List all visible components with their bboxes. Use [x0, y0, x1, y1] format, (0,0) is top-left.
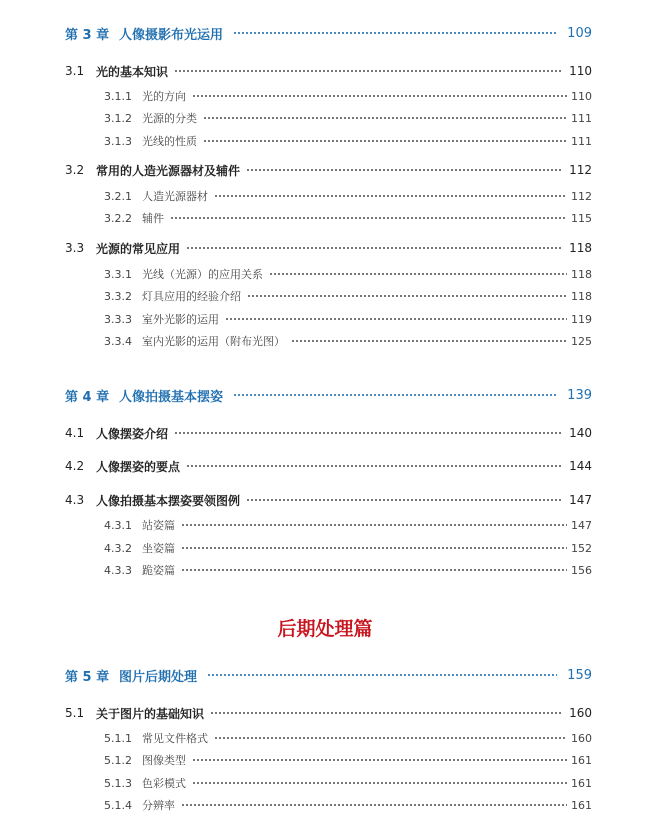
subsection-number: 3.1.3: [104, 134, 132, 148]
subsection-number: 5.1.1: [104, 731, 132, 745]
toc-section-3-2[interactable]: [65, 159, 592, 181]
subsection-number: 3.1.1: [104, 89, 132, 103]
toc-section-3-3[interactable]: [65, 237, 592, 259]
toc-subsection-3-1-1[interactable]: [104, 85, 592, 107]
dot-leader: [247, 295, 567, 297]
section-title: 光的基本知识: [96, 64, 169, 79]
section-title: 人像拍摄基本摆姿要领图例: [96, 493, 241, 508]
page-number: 159: [567, 667, 592, 683]
page-number: 110: [569, 64, 592, 78]
dot-leader: [214, 737, 567, 739]
toc-subsection-4-3-1[interactable]: [104, 514, 592, 536]
dot-leader: [203, 140, 567, 142]
part-title: 后期处理篇: [277, 618, 373, 640]
toc-subsection-3-3-3[interactable]: [104, 308, 592, 330]
page-number: 160: [569, 706, 592, 720]
page-number: 125: [571, 334, 592, 348]
subsection-title: 人造光源器材: [142, 190, 208, 203]
dot-leader: [233, 32, 557, 34]
toc-subsection-3-3-2[interactable]: [104, 285, 592, 307]
page-number: 115: [571, 211, 592, 225]
toc-subsection-3-3-1[interactable]: [104, 263, 592, 285]
section-number: 4.1: [65, 426, 85, 440]
dot-leader: [225, 318, 567, 320]
dot-leader: [181, 524, 567, 526]
page-number: 161: [571, 776, 592, 790]
toc-chapter-3[interactable]: [65, 22, 592, 44]
dot-leader: [214, 195, 567, 197]
page-number: 119: [571, 312, 592, 326]
section-title: 常用的人造光源器材及辅件: [96, 163, 241, 178]
toc-subsection-4-3-3[interactable]: [104, 559, 592, 581]
dot-leader: [186, 247, 563, 249]
dot-leader: [207, 674, 557, 676]
subsection-number: 3.3.1: [104, 267, 132, 281]
dot-leader: [192, 759, 567, 761]
toc-subsection-3-1-3[interactable]: [104, 130, 592, 152]
dot-leader: [246, 499, 563, 501]
subsection-number: 5.1.2: [104, 753, 132, 767]
dot-leader: [269, 273, 567, 275]
dot-leader: [192, 782, 567, 784]
subsection-title: 站姿篇: [142, 519, 175, 532]
page-number: 110: [571, 89, 592, 103]
dot-leader: [233, 394, 557, 396]
subsection-number: 3.2.2: [104, 211, 132, 225]
toc-subsection-3-1-2[interactable]: [104, 107, 592, 129]
page-number: 161: [571, 798, 592, 812]
section-title: 关于图片的基础知识: [96, 706, 205, 721]
chapter-title: 图片后期处理: [119, 669, 198, 685]
subsection-title: 分辨率: [142, 799, 175, 812]
subsection-number: 4.3.3: [104, 563, 132, 577]
page-number: 139: [567, 387, 592, 403]
dot-leader: [181, 569, 567, 571]
dot-leader: [174, 432, 563, 434]
subsection-title: 辅件: [142, 212, 164, 225]
dot-leader: [181, 547, 567, 549]
toc-subsection-5-1-3[interactable]: [104, 772, 592, 794]
page-number: 112: [569, 163, 592, 177]
toc-subsection-5-1-1[interactable]: [104, 727, 592, 749]
chapter-number: 第 4 章: [65, 389, 110, 405]
toc-subsection-3-3-4[interactable]: [104, 330, 592, 352]
page-number: 144: [569, 459, 592, 473]
toc-section-4-3[interactable]: [65, 489, 592, 511]
page-number: 140: [569, 426, 592, 440]
subsection-number: 3.3.4: [104, 334, 132, 348]
dot-leader: [181, 804, 567, 806]
toc-subsection-5-1-2[interactable]: [104, 749, 592, 771]
toc-section-4-2[interactable]: [65, 455, 592, 477]
toc-section-3-1[interactable]: [65, 60, 592, 82]
subsection-title: 跪姿篇: [142, 564, 175, 577]
dot-leader: [170, 217, 567, 219]
subsection-title: 室内光影的运用（附布光图）: [142, 335, 285, 348]
subsection-title: 光线的性质: [142, 135, 197, 148]
dot-leader: [210, 712, 563, 714]
toc-subsection-3-2-1[interactable]: [104, 185, 592, 207]
subsection-number: 4.3.2: [104, 541, 132, 555]
page-number: 112: [571, 189, 592, 203]
page-number: 118: [571, 267, 592, 281]
chapter-title: 人像摄影布光运用: [119, 27, 224, 43]
chapter-title: 人像拍摄基本摆姿: [119, 389, 224, 405]
dot-leader: [246, 169, 563, 171]
page-number: 147: [571, 518, 592, 532]
chapter-number: 第 3 章: [65, 27, 110, 43]
subsection-title: 坐姿篇: [142, 542, 175, 555]
section-number: 5.1: [65, 706, 85, 720]
subsection-title: 色彩模式: [142, 777, 186, 790]
dot-leader: [192, 95, 567, 97]
toc-chapter-5[interactable]: [65, 664, 592, 686]
section-number: 3.3: [65, 241, 85, 255]
subsection-title: 光线（光源）的应用关系: [142, 268, 263, 281]
page-number: 118: [569, 241, 592, 255]
subsection-number: 3.3.3: [104, 312, 132, 326]
page-number: 160: [571, 731, 592, 745]
subsection-title: 图像类型: [142, 754, 186, 767]
subsection-number: 5.1.4: [104, 798, 132, 812]
page-number: 152: [571, 541, 592, 555]
subsection-title: 灯具应用的经验介绍: [142, 290, 241, 303]
section-number: 3.1: [65, 64, 85, 78]
toc-section-4-1[interactable]: [65, 422, 592, 444]
chapter-number: 第 5 章: [65, 669, 110, 685]
section-title: 人像摆姿的要点: [96, 459, 181, 474]
subsection-number: 3.2.1: [104, 189, 132, 203]
subsection-title: 常见文件格式: [142, 732, 208, 745]
page-number: 109: [567, 25, 592, 41]
subsection-title: 室外光影的运用: [142, 313, 219, 326]
page-number: 118: [571, 289, 592, 303]
subsection-number: 5.1.3: [104, 776, 132, 790]
page-number: 156: [571, 563, 592, 577]
subsection-number: 4.3.1: [104, 518, 132, 532]
toc-section-5-1[interactable]: [65, 702, 592, 724]
dot-leader: [203, 117, 567, 119]
toc-subsection-4-3-2[interactable]: [104, 537, 592, 559]
page-number: 111: [571, 111, 592, 125]
section-number: 4.2: [65, 459, 85, 473]
toc-subsection-5-1-4[interactable]: [104, 794, 592, 816]
page-number: 111: [571, 134, 592, 148]
subsection-title: 光的方向: [142, 90, 186, 103]
page-number: 161: [571, 753, 592, 767]
toc-chapter-4[interactable]: [65, 384, 592, 406]
subsection-number: 3.3.2: [104, 289, 132, 303]
dot-leader: [174, 70, 563, 72]
section-title: 光源的常见应用: [96, 241, 181, 256]
section-number: 4.3: [65, 493, 85, 507]
subsection-title: 光源的分类: [142, 112, 197, 125]
page-number: 147: [569, 493, 592, 507]
dot-leader: [291, 340, 567, 342]
section-title: 人像摆姿介绍: [96, 426, 169, 441]
toc-subsection-3-2-2[interactable]: [104, 207, 592, 229]
subsection-number: 3.1.2: [104, 111, 132, 125]
dot-leader: [186, 465, 563, 467]
section-number: 3.2: [65, 163, 85, 177]
